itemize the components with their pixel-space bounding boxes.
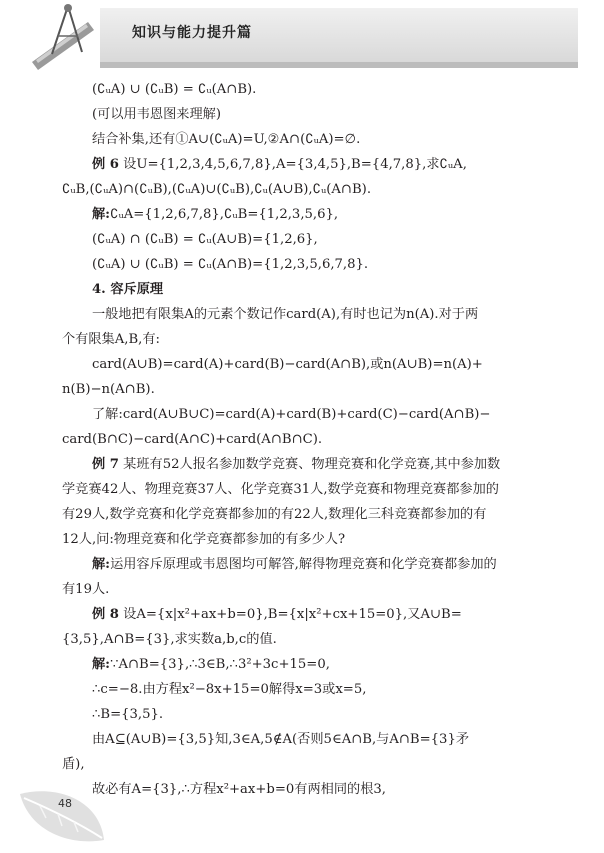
text-line: 盾), — [62, 757, 85, 772]
text-line: 了解:card(A∪B∪C)=card(A)+card(B)+card(C)−card(A∩B)− — [92, 407, 491, 422]
text-line: 学竞赛42人、物理竞赛37人、化学竞赛31人,数学竞赛和物理竞赛都参加的 — [62, 482, 499, 497]
leaf-decoration-icon — [0, 780, 120, 853]
solution-line: 解:∁ᵤA={1,2,6,7,8},∁ᵤB={1,2,3,5,6}, — [92, 207, 339, 222]
text-line: n(B)−n(A∩B). — [62, 382, 155, 397]
text-line: (∁ᵤA) ∪ (∁ᵤB) = ∁ᵤ(A∩B)={1,2,3,5,6,7,8}. — [92, 257, 369, 272]
example-line: 例 6 设U={1,2,3,4,5,6,7,8},A={3,4,5},B={4,7,8},求∁ᵤA, — [92, 157, 467, 172]
text-line: ∴c=−8.由方程x²−8x+15=0解得x=3或x=5, — [92, 682, 367, 697]
text-line: 有19人. — [62, 582, 110, 597]
text-line: 由A⊆(A∪B)={3,5}知,3∈A,5∉A(否则5∈A∩B,与A∩B={3}矛 — [92, 732, 470, 747]
text-line: 故必有A={3},∴方程x²+ax+b=0有两相同的根3, — [92, 782, 386, 797]
text-line: 一般地把有限集A的元素个数记作card(A),有时也记为n(A).对于两 — [92, 307, 479, 322]
text-line: 有29人,数学竞赛和化学竞赛都参加的有22人,数理化三科竞赛都参加的有 — [62, 507, 487, 522]
text-line: (∁ᵤA) ∩ (∁ᵤB) = ∁ᵤ(A∪B)={1,2,6}, — [92, 232, 318, 247]
text-line: ∴B={3,5}. — [92, 707, 164, 722]
example-line: 例 8 设A={x|x²+ax+b=0},B={x|x²+cx+15=0},又A∪B= — [92, 607, 462, 622]
text-line: 12人,问:物理竞赛和化学竞赛都参加的有多少人? — [62, 532, 346, 547]
subsection-heading: 4. 容斥原理 — [92, 282, 164, 297]
text-line: {3,5},A∩B={3},求实数a,b,c的值. — [62, 632, 277, 647]
text-line: 个有限集A,B,有: — [62, 332, 160, 347]
text-line: card(A∪B)=card(A)+card(B)−card(A∩B),或n(A∪B)=n(A)+ — [92, 357, 483, 372]
page-number: 48 — [58, 797, 72, 810]
example-line: 例 7 某班有52人报名参加数学竞赛、物理竞赛和化学竞赛,其中参加数 — [92, 457, 501, 472]
header-band-shadow — [100, 62, 578, 68]
solution-line: 解:运用容斥原理或韦恩图均可解答,解得物理竞赛和化学竞赛都参加的 — [92, 557, 497, 572]
text-line: card(B∩C)−card(A∩C)+card(A∩B∩C). — [62, 432, 323, 447]
solution-line: 解:∵A∩B={3},∴3∈B,∴3²+3c+15=0, — [92, 657, 330, 672]
text-line: (∁ᵤA) ∪ (∁ᵤB) = ∁ᵤ(A∩B). — [92, 82, 257, 97]
compass-ruler-icon — [28, 2, 108, 74]
section-title: 知识与能力提升篇 — [132, 25, 252, 41]
text-line: ∁ᵤB,(∁ᵤA)∩(∁ᵤB),(∁ᵤA)∪(∁ᵤB),∁ᵤ(A∪B),∁ᵤ(A∩B). — [62, 182, 372, 197]
page-header — [0, 0, 604, 80]
text-line: (可以用韦恩图来理解) — [92, 107, 221, 122]
text-line: 结合补集,还有①A∪(∁ᵤA)=U,②A∩(∁ᵤA)=∅. — [92, 132, 361, 147]
